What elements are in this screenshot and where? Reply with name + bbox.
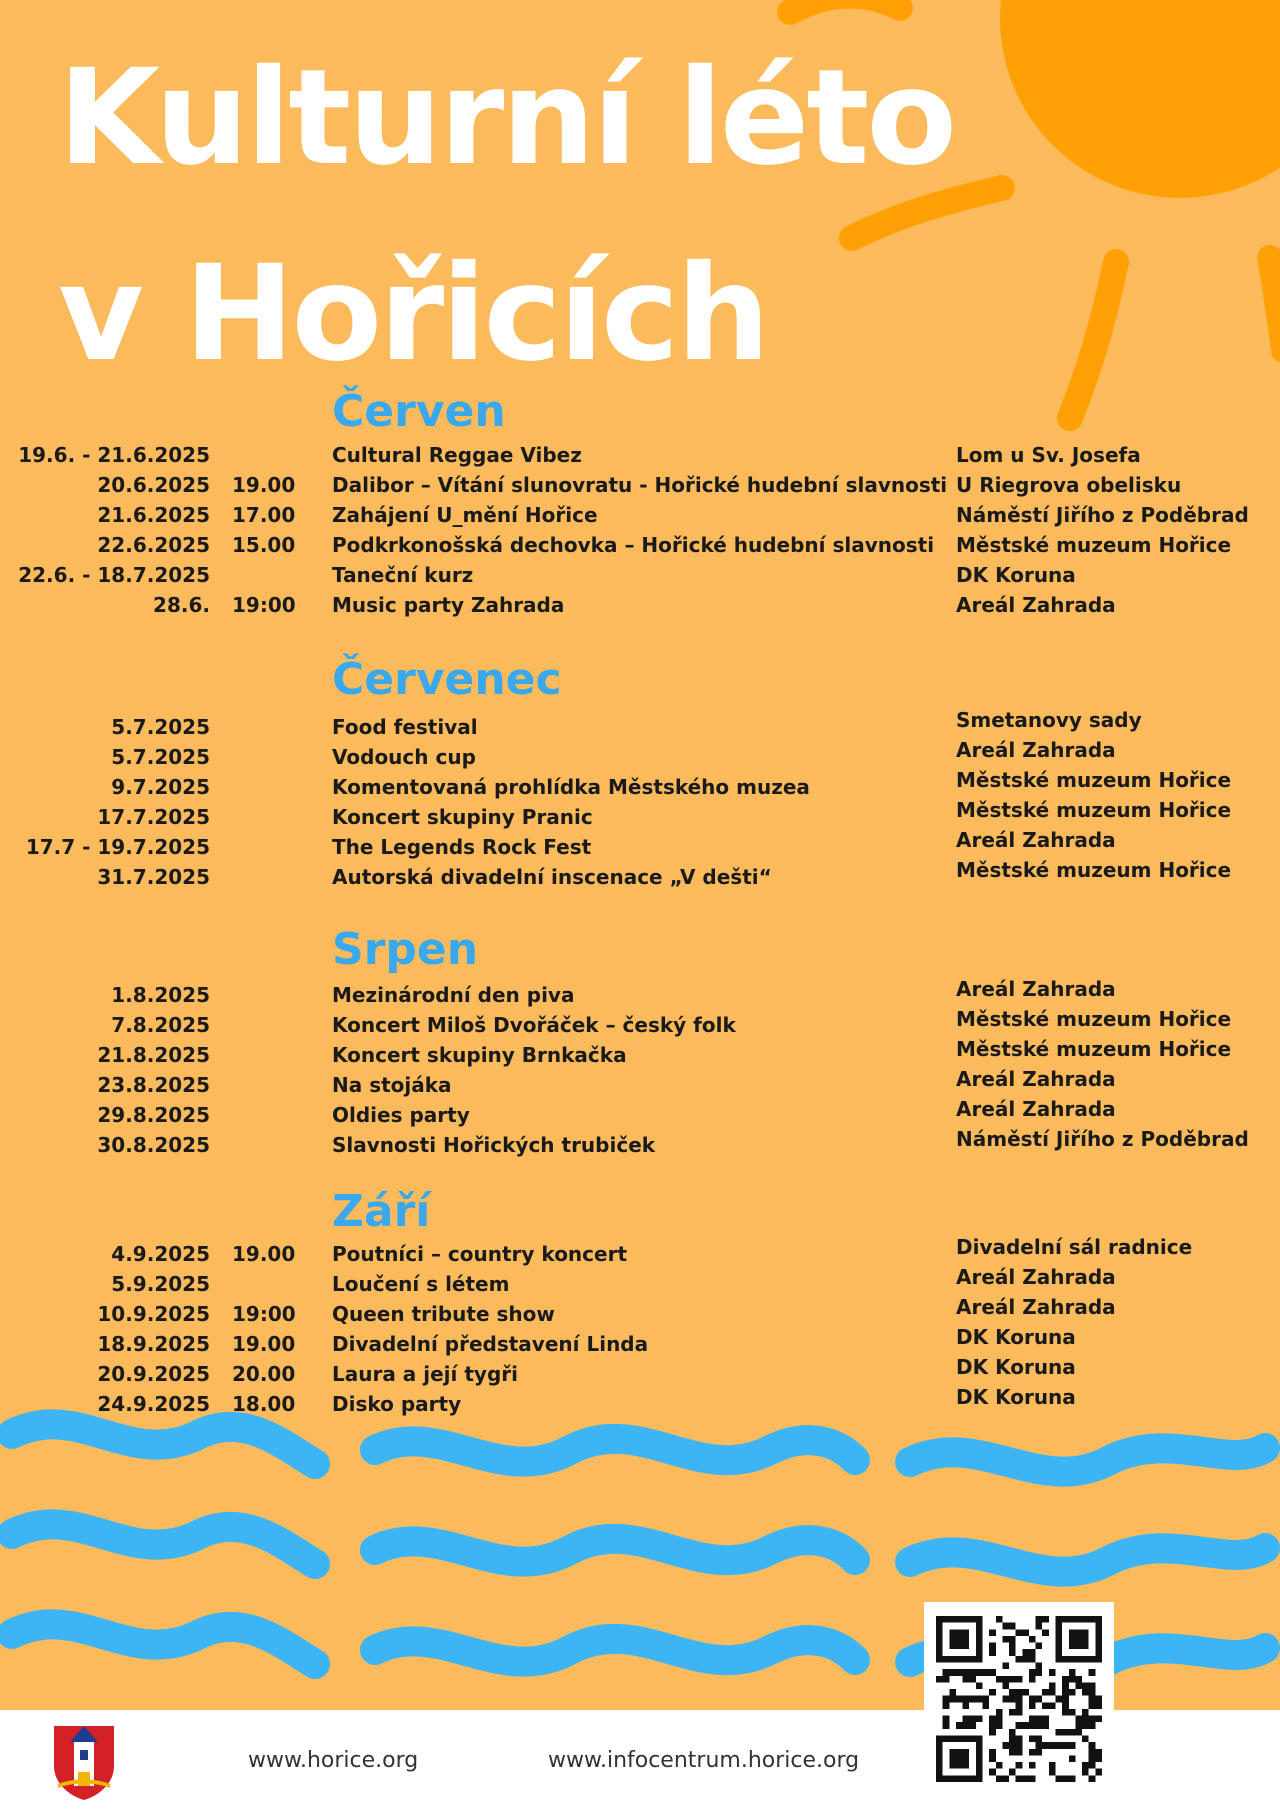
town-crest-icon [52,1722,116,1800]
venue-list-cerven [956,440,1276,620]
event-venue: DK Koruna [956,1355,1076,1379]
event-name: Koncert skupiny Pranic [332,805,593,829]
event-date: 5.7.2025 [111,715,210,739]
page-title [58,20,954,412]
event-date: 22.6.2025 [97,533,210,557]
event-venue: Městské muzeum Hořice [956,1037,1232,1061]
title-line-2: v Hořicích [58,237,768,391]
event-date: 5.7.2025 [111,745,210,769]
title-line-1: Kulturní léto [58,41,955,195]
event-date: 29.8.2025 [97,1103,210,1127]
event-name: Slavnosti Hořických trubiček [332,1133,656,1157]
event-name: Zahájení U_mění Hořice [332,503,598,527]
venue-list-zari [956,1232,1276,1412]
event-date: 21.6.2025 [97,503,210,527]
event-date: 21.8.2025 [97,1043,210,1067]
event-time: 20.00 [232,1362,296,1386]
event-name: Food festival [332,715,478,739]
event-date: 1.8.2025 [111,983,210,1007]
event-date: 10.9.2025 [97,1302,210,1326]
event-time: 17.00 [232,503,296,527]
event-date: 18.9.2025 [97,1332,210,1356]
event-venue: Náměstí Jiřího z Poděbrad [956,1127,1249,1151]
event-time: 15.00 [232,533,296,557]
month-heading-zari: Září [332,1186,431,1237]
event-name: Koncert Miloš Dvořáček – český folk [332,1013,736,1037]
venue-list-cervenec [956,705,1276,885]
event-name: Autorská divadelní inscenace „V dešti“ [332,865,772,889]
event-name: Dalibor – Vítání slunovratu - Hořické hudební slavnosti [332,473,948,497]
event-date: 20.9.2025 [97,1362,210,1386]
event-venue: Městské muzeum Hořice [956,533,1232,557]
event-name: Oldies party [332,1103,470,1127]
event-time: 19.00 [232,1242,296,1266]
event-venue: Areál Zahrada [956,1097,1116,1121]
event-name: Koncert skupiny Brnkačka [332,1043,627,1067]
event-time: 19.00 [232,473,296,497]
event-time: 19:00 [232,593,296,617]
event-date: 19.6. - 21.6.2025 [18,443,210,467]
event-time: 19:00 [232,1302,296,1326]
event-date: 30.8.2025 [97,1133,210,1157]
event-date: 7.8.2025 [111,1013,210,1037]
event-date: 4.9.2025 [111,1242,210,1266]
month-heading-srpen: Srpen [332,924,479,975]
event-venue: Areál Zahrada [956,1295,1116,1319]
event-venue: Městské muzeum Hořice [956,768,1232,792]
event-date: 22.6. - 18.7.2025 [18,563,210,587]
month-heading-cervenec: Červenec [332,654,562,705]
event-date: 17.7.2025 [97,805,210,829]
event-name: Divadelní představení Linda [332,1332,649,1356]
event-venue: Lom u Sv. Josefa [956,443,1141,467]
event-venue: U Riegrova obelisku [956,473,1182,497]
event-name: Podkrkonošská dechovka – Hořické hudební slavnosti [332,533,935,557]
event-venue: Areál Zahrada [956,977,1116,1001]
event-name: Taneční kurz [332,563,474,587]
event-name: Music party Zahrada [332,593,565,617]
link-infocentrum[interactable]: www.infocentrum.horice.org [548,1748,860,1773]
event-time: 19.00 [232,1332,296,1356]
event-name: Na stojáka [332,1073,452,1097]
event-venue: Areál Zahrada [956,1067,1116,1091]
event-name: Disko party [332,1392,462,1416]
venue-list-srpen [956,974,1276,1154]
event-venue: Areál Zahrada [956,738,1116,762]
event-date: 5.9.2025 [111,1272,210,1296]
event-name: Laura a její tygři [332,1362,518,1386]
event-date: 24.9.2025 [97,1392,210,1416]
event-date: 20.6.2025 [97,473,210,497]
event-venue: Městské muzeum Hořice [956,1007,1232,1031]
link-horice[interactable]: www.horice.org [248,1748,419,1773]
event-venue: Městské muzeum Hořice [956,798,1232,822]
event-date: 28.6. [153,593,210,617]
month-heading-cerven: Červen [332,386,506,437]
event-venue: DK Koruna [956,1385,1076,1409]
event-venue: Areál Zahrada [956,828,1116,852]
qr-code-icon[interactable] [936,1616,1102,1782]
event-date: 9.7.2025 [111,775,210,799]
event-venue: DK Koruna [956,1325,1076,1349]
event-name: Queen tribute show [332,1302,555,1326]
event-name: The Legends Rock Fest [332,835,592,859]
event-venue: Areál Zahrada [956,593,1116,617]
event-venue: Náměstí Jiřího z Poděbrad [956,503,1249,527]
event-venue: Smetanovy sady [956,708,1142,732]
event-venue: Městské muzeum Hořice [956,858,1232,882]
event-date: 31.7.2025 [97,865,210,889]
event-venue: DK Koruna [956,563,1076,587]
event-venue: Areál Zahrada [956,1265,1116,1289]
event-name: Vodouch cup [332,745,476,769]
event-venue: Divadelní sál radnice [956,1235,1193,1259]
event-name: Poutníci – country koncert [332,1242,628,1266]
event-time: 18.00 [232,1392,296,1416]
event-name: Cultural Reggae Vibez [332,443,582,467]
event-name: Mezinárodní den piva [332,983,575,1007]
event-date: 17.7 - 19.7.2025 [25,835,210,859]
event-name: Komentovaná prohlídka Městského muzea [332,775,810,799]
event-name: Loučení s létem [332,1272,510,1296]
event-date: 23.8.2025 [97,1073,210,1097]
